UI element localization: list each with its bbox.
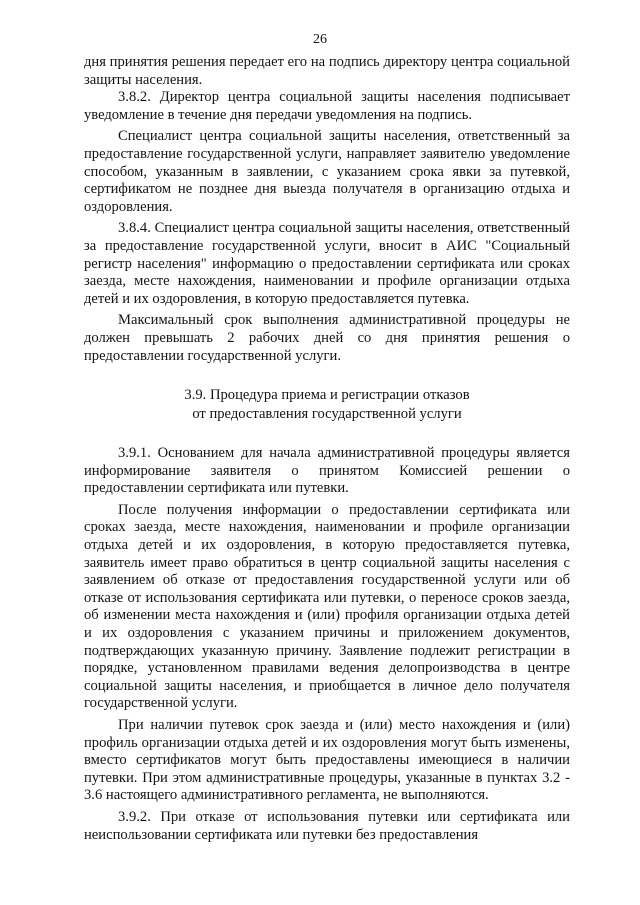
paragraph: Максимальный срок выполнения административной процедуры не должен превышать 2 рабочих дней со дня принятия решения о предоставлении государственной услуги. — [84, 312, 570, 364]
paragraph: 3.9.1. Основанием для начала административной процедуры является информирование заявителя о принятом Комиссией решении о предоставлении сертификата или путевки. — [84, 445, 570, 497]
paragraph: 3.8.4. Специалист центра социальной защиты населения, ответственный за предоставление государственной услуги, вносит в АИС "Социальный регистр населения" информацию о предоставлении сертификата или сроках заезда, месте нахождения, наименовании и профиле организации отдыха детей и их оздоровления, в которую предоставляется путевка. — [84, 220, 570, 307]
paragraph: 3.9.2. При отказе от использования путевки или сертификата или неиспользовании сертификата или путевки без предоставления — [84, 808, 570, 843]
paragraph: Специалист центра социальной защиты населения, ответственный за предоставление государственной услуги, направляет заявителю уведомление способом, указанным в заявлении, с указанием срока явки за путевкой, сертификатом не позднее дня выезда получателя в организацию отдыха и оздоровления. — [84, 128, 570, 215]
paragraph: 3.8.2. Директор центра социальной защиты населения подписывает уведомление в течение дня передачи уведомления на подпись. — [84, 89, 570, 123]
paragraph: После получения информации о предоставлении сертификата или сроках заезда, месте нахождения, наименовании и профиле организации отдыха детей и их оздоровления, в которую предоставляется путевка, заявитель имеет право обратиться в центр социальной защиты населения с заявлением об отказе от предоставления государственной услуги или об отказе от использования сертификата или путевки, о переносе сроков заезда, об изменении места нахождения и (или) профиля организации отдыха детей и их оздоровления с указанием причины и приложением документов, подтверждающих указанную причину. Заявление подлежит регистрации в порядке, установленном правилами ведения делопроизводства в центре социальной защиты населения, и приобщается в личное дело получателя государственной услуги. — [84, 501, 570, 712]
paragraph: При наличии путевок срок заезда и (или) место нахождения и (или) профиль организации отдыха детей и их оздоровления могут быть изменены, вместо сертификатов могут быть предоставлены имеющиеся в наличии путевки. При этом административные процедуры, указанные в пунктах 3.2 - 3.6 настоящего административного регламента, не выполняются. — [84, 717, 570, 804]
section-heading-line: 3.9. Процедура приема и регистрации отказов — [184, 387, 470, 404]
document-body — [84, 54, 570, 844]
section-heading — [84, 386, 570, 424]
page-number: 26 — [313, 32, 327, 47]
section-heading-line: от предоставления государственной услуги — [192, 406, 462, 423]
paragraph: дня принятия решения передает его на подпись директору центра социальной защиты населения. — [84, 54, 570, 88]
